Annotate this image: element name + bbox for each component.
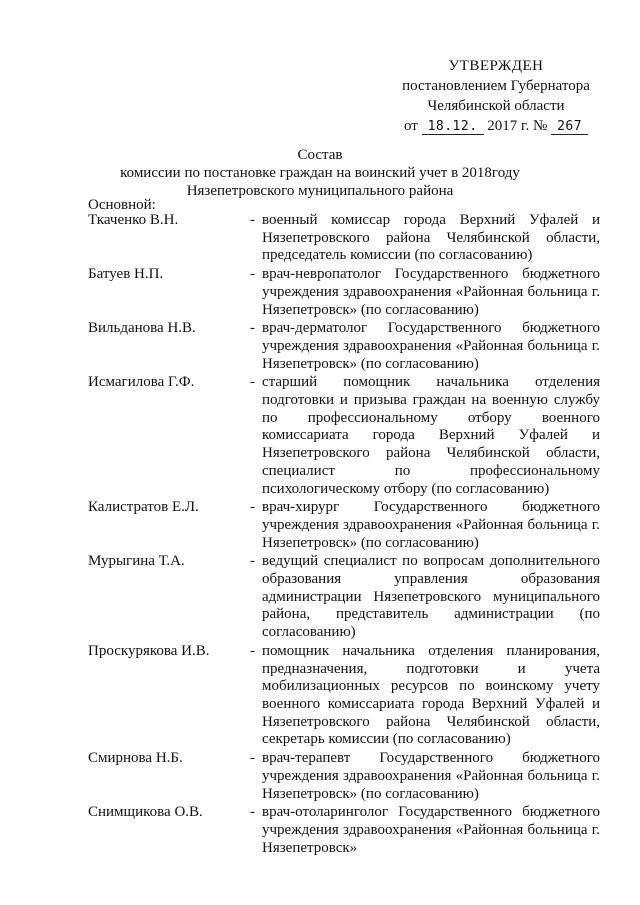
date-prefix: от	[403, 118, 418, 134]
member-row	[88, 750, 600, 803]
member-role: ведущий специалист по вопросам дополнительного образования управления образования администрации Нязепетровского муниципального района, представитель администрации (по согласованию)	[262, 553, 600, 641]
handwritten-date: 18.12.	[422, 119, 484, 135]
title-line-3: Нязепетровского муниципального района	[186, 183, 454, 199]
member-name: Мурыгина Т.А.	[88, 553, 185, 570]
date-suffix: 2017 г. №	[487, 118, 548, 134]
members-list	[88, 212, 600, 858]
member-name: Батуев Н.П.	[88, 266, 164, 283]
approved-line-1: постановлением Губернатора	[402, 78, 590, 94]
approved-line-2: Челябинской области	[427, 98, 565, 114]
dash: -	[250, 750, 255, 767]
dash: -	[250, 266, 255, 283]
dash: -	[250, 804, 255, 821]
member-role: старший помощник начальника отделения подготовки и призыва граждан на военную службу по профессиональному отбору военного комиссариата города Верхний Уфалей и Нязепетровского района Челябинской области, специалист по профессиональному психологическому отбору (по согласованию)	[262, 374, 600, 497]
member-role: врач-терапевт Государственного бюджетного учреждения здравоохранения «Районная больница г. Нязепетровск» (по согласованию)	[262, 750, 600, 802]
approved-heading: УТВЕРЖДЕН	[448, 58, 544, 74]
member-name: Проскурякова И.В.	[88, 642, 210, 659]
member-role: врач-отоларинголог Государственного бюджетного учреждения здравоохранения «Районная больница г. Нязепетровск»	[262, 804, 600, 856]
member-name: Исмагилова Г.Ф.	[88, 374, 195, 391]
dash: -	[250, 553, 255, 570]
member-name: Ткаченко В.Н.	[88, 212, 179, 228]
dash: -	[250, 499, 255, 516]
handwritten-number: 267	[551, 119, 588, 135]
member-row	[88, 804, 600, 857]
title-line-2: комиссии по постановке граждан на воинский учет в 2018году	[120, 165, 520, 181]
section-label: Основной:	[88, 197, 156, 213]
member-role: врач-дерматолог Государственного бюджетного учреждения здравоохранения «Районная больница г. Нязепетровск» (по согласованию)	[262, 320, 600, 372]
dash: -	[250, 212, 255, 228]
document-title	[0, 146, 640, 200]
member-role: врач-невропатолог Государственного бюджетного учреждения здравоохранения «Районная больница г. Нязепетровск» (по согласованию)	[262, 266, 600, 318]
member-role: врач-хирург Государственного бюджетного учреждения здравоохранения «Районная больница г. Нязепетровск» (по согласованию)	[262, 499, 600, 551]
member-role: помощник начальника отделения планирования, предназначения, подготовки и учета мобилизационных ресурсов по воинскому учету военного комиссариата города Верхний Уфалей и Нязепетровского района Челябинской области, секретарь комиссии (по согласованию)	[262, 642, 600, 748]
dash: -	[250, 374, 255, 391]
member-row	[88, 499, 600, 552]
member-name: Калистратов Е.Л.	[88, 499, 199, 516]
member-row	[88, 266, 600, 319]
member-row	[88, 374, 600, 498]
member-row	[88, 212, 600, 265]
member-role: военный комиссар города Верхний Уфалей и Нязепетровского района Челябинской области, председатель комиссии (по согласованию)	[262, 212, 600, 264]
member-name: Снимщикова О.В.	[88, 804, 203, 821]
title-line-1: Состав	[297, 147, 343, 163]
member-name: Смирнова Н.Б.	[88, 750, 183, 767]
approval-stamp	[396, 56, 596, 137]
member-row	[88, 320, 600, 373]
member-row	[88, 553, 600, 642]
member-name: Вильданова Н.В.	[88, 320, 196, 337]
dash: -	[250, 320, 255, 337]
member-row	[88, 643, 600, 749]
approved-date-line	[396, 116, 596, 137]
dash: -	[250, 642, 255, 659]
